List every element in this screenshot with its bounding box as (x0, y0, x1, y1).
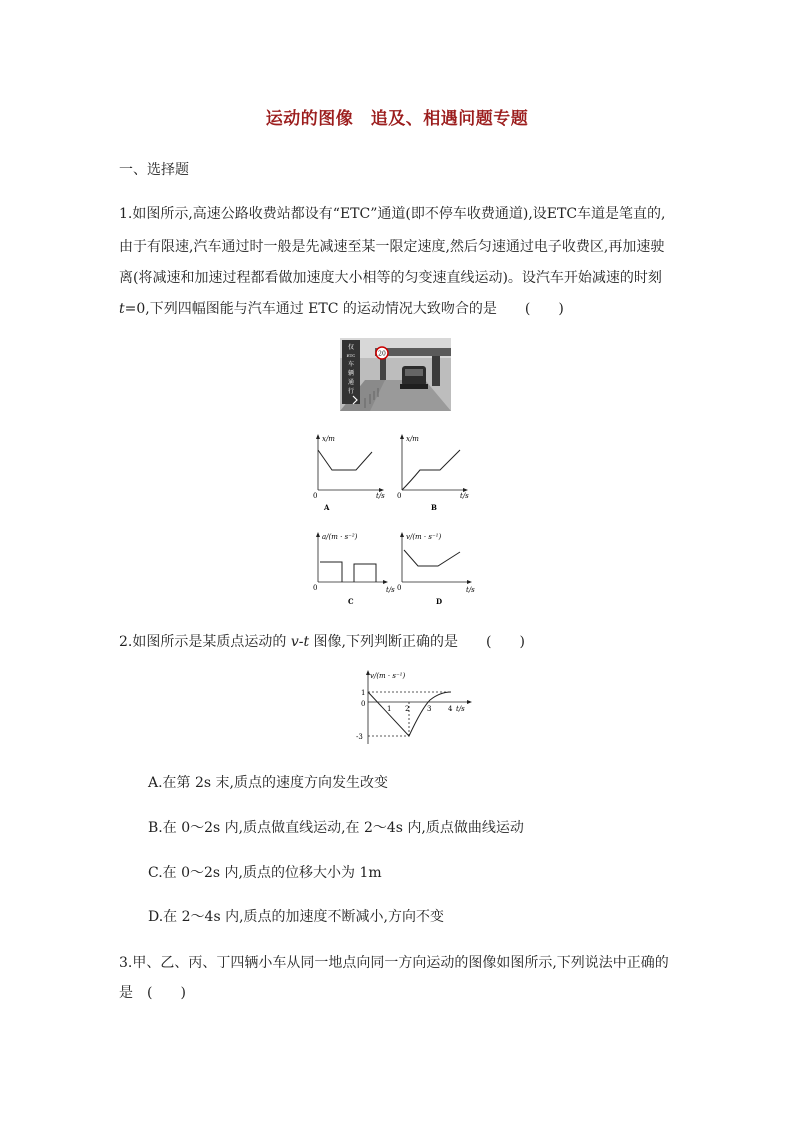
graph-c-ylabel: a/(m · s⁻²) (322, 533, 358, 541)
vt-ytick-0: 0 (361, 700, 366, 708)
graph-a-label: A (324, 503, 330, 512)
graph-a-ylabel: x/m (322, 435, 335, 443)
graph-b (397, 434, 469, 512)
q1-line-3: 离(将减速和加速过程都看做加速度大小相等的匀变速直线运动)。设汽车开始减速的时刻 (119, 270, 662, 286)
vt-xtick-2: 2 (405, 705, 410, 713)
graph-a-origin: 0 (313, 492, 318, 500)
vt-ytick-neg3: -3 (356, 733, 363, 741)
graph-a-b (310, 432, 480, 518)
vt-xtick-3: 3 (427, 705, 432, 713)
graph-c-xlabel: t/s (386, 586, 395, 594)
graph-b-label: B (431, 503, 437, 512)
section-heading: 一、选择题 (119, 162, 189, 178)
q1-line-2: 由于有限速,汽车通过时一般是先减速至某一限定速度,然后匀速通过电子收费区,再加速驶 (119, 239, 665, 255)
graph-d (397, 532, 475, 606)
graph-b-xlabel: t/s (460, 492, 469, 500)
q2-option-a: A.在第 2s 末,质点的速度方向发生改变 (148, 775, 389, 791)
sign-char: ETC (346, 353, 356, 358)
graph-c-label: C (348, 597, 354, 606)
graph-c-origin: 0 (313, 584, 318, 592)
vt-graph (350, 668, 480, 752)
graph-b-origin: 0 (397, 492, 402, 500)
vt-xtick-1: 1 (387, 705, 392, 713)
vt-xtick-4: 4 (448, 705, 453, 713)
sign-char: 辆 (347, 370, 355, 377)
graph-c (313, 532, 395, 606)
q1-line-1: 1.如图所示,高速公路收费站都设有“ETC”通道(即不停车收费通道),设ETC车道是笔直的, (119, 206, 666, 222)
sign-char: 行 (347, 388, 355, 395)
graph-c-d (310, 530, 480, 616)
q2-stem (119, 631, 525, 651)
graph-d-ylabel: v/(m · s⁻¹) (406, 533, 442, 541)
q2-option-b: B.在 0～2s 内,质点做直线运动,在 2～4s 内,质点做曲线运动 (148, 820, 524, 836)
q2-option-d: D.在 2～4s 内,质点的加速度不断减小,方向不变 (148, 909, 444, 925)
q2-stem-post: 图像,下列判断正确的是 ( ) (309, 634, 525, 650)
graph-d-origin: 0 (397, 584, 402, 592)
sign-char: 仅 (347, 344, 355, 351)
q2-option-c: C.在 0～2s 内,质点的位移大小为 1m (148, 865, 382, 881)
q1-line-4 (119, 298, 564, 318)
etc-photo (340, 338, 451, 411)
sign-char: 车 (347, 361, 355, 368)
time-variable: t (119, 301, 125, 317)
graph-d-label: D (436, 597, 443, 606)
page-title: 运动的图像 追及、相遇问题专题 (265, 109, 529, 129)
graph-a (313, 434, 385, 512)
q3-line-2: 是 ( ) (119, 985, 186, 1001)
q3-line-1: 3.甲、乙、丙、丁四辆小车从同一地点向同一方向运动的图像如图所示,下列说法中正确的 (119, 955, 669, 971)
vt-ytick-1: 1 (361, 689, 366, 697)
graph-b-ylabel: x/m (406, 435, 419, 443)
q2-stem-var: v-t (290, 634, 310, 650)
speed-limit-value: 20 (378, 350, 386, 358)
q1-line-4-text: =0,下列四幅图能与汽车通过 ETC 的运动情况大致吻合的是 ( ) (124, 301, 564, 317)
sign-char: 通 (347, 379, 355, 386)
graph-d-xlabel: t/s (466, 586, 475, 594)
vt-ylabel: v/(m · s⁻¹) (370, 672, 406, 680)
graph-a-xlabel: t/s (376, 492, 385, 500)
q2-stem-pre: 2.如图所示是某质点运动的 (119, 634, 291, 650)
vt-xlabel: t/s (456, 705, 465, 713)
